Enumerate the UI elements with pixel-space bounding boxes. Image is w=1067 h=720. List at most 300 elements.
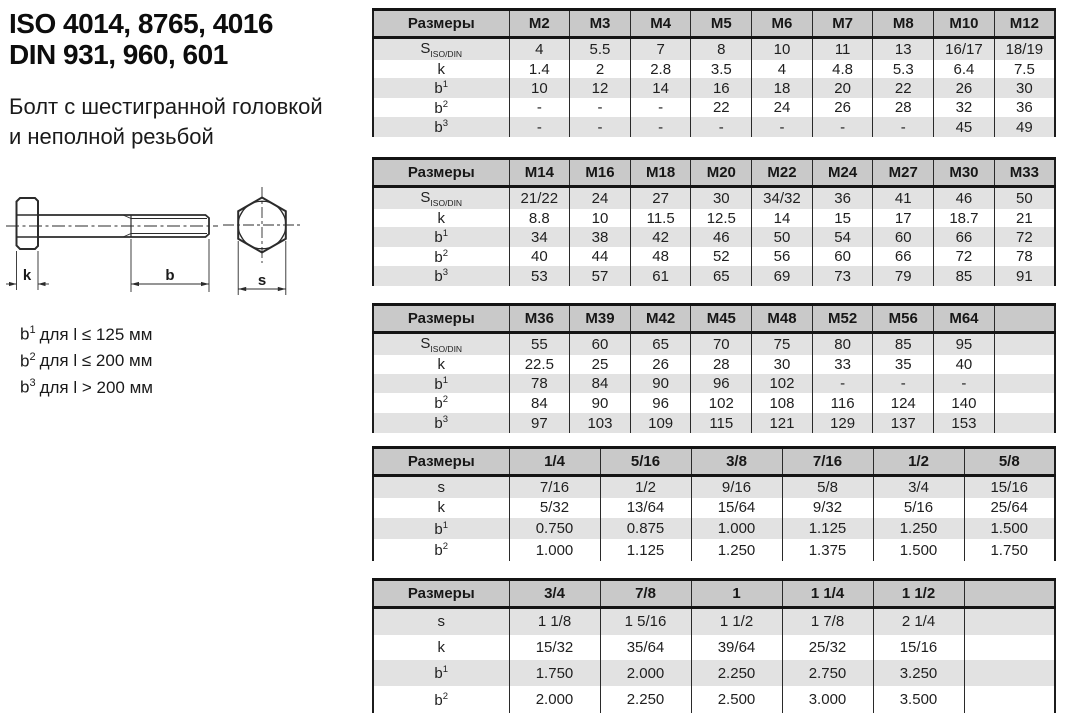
table-row (373, 60, 1055, 78)
value-cell: 80 (812, 333, 873, 356)
table-header-row (373, 159, 1055, 187)
value-cell: 137 (873, 413, 934, 433)
value-cell: 97 (509, 413, 570, 433)
size-column-header: 3/4 (509, 580, 600, 608)
value-cell: 8.8 (509, 209, 570, 227)
table-row (373, 635, 1055, 660)
value-cell: 5.5 (570, 38, 631, 60)
value-cell: 61 (630, 266, 691, 286)
size-column-header: M14 (509, 159, 570, 187)
value-cell: 2.500 (691, 686, 782, 713)
size-column-header: 7/16 (782, 448, 873, 476)
value-cell: 42 (630, 227, 691, 247)
size-column-header: M7 (812, 10, 873, 38)
value-cell: 30 (994, 78, 1055, 98)
size-column-header: 3/8 (691, 448, 782, 476)
value-cell: 55 (509, 333, 570, 356)
value-cell: 22 (873, 78, 934, 98)
value-cell: - (509, 117, 570, 137)
row-label: $b^1$ (373, 518, 509, 540)
table-row (373, 660, 1055, 687)
value-cell: 5.3 (873, 60, 934, 78)
value-cell: 34 (509, 227, 570, 247)
value-cell: 91 (994, 266, 1055, 286)
value-cell: 57 (570, 266, 631, 286)
size-column-header: M56 (873, 305, 934, 333)
size-column-header: M22 (752, 159, 813, 187)
value-cell: 129 (812, 413, 873, 433)
standards-title (9, 8, 273, 70)
row-label: $S_{ISO/DIN}$ (373, 333, 509, 356)
value-cell: 39/64 (691, 635, 782, 660)
value-cell: 60 (812, 247, 873, 267)
value-cell: 4.8 (812, 60, 873, 78)
value-cell: - (812, 374, 873, 394)
value-cell: 3.000 (782, 686, 873, 713)
value-cell: 1.125 (782, 518, 873, 540)
sizes-header-cell: Размеры (373, 580, 509, 608)
row-label: k (437, 499, 445, 517)
value-cell: 26 (812, 98, 873, 118)
value-cell: 65 (630, 333, 691, 356)
value-cell: 18 (752, 78, 813, 98)
table-header-row (373, 580, 1055, 608)
value-cell: 18/19 (994, 38, 1055, 60)
dimension-table-inch-3-4-to-1-1-2 (372, 578, 1056, 713)
row-label: k (437, 638, 445, 656)
value-cell: - (509, 98, 570, 118)
size-column-header: M27 (873, 159, 934, 187)
value-cell: 2.000 (509, 686, 600, 713)
value-cell: 96 (630, 393, 691, 413)
value-cell: 2.8 (630, 60, 691, 78)
value-cell: 15/64 (691, 498, 782, 518)
value-cell: 79 (873, 266, 934, 286)
value-cell: - (630, 117, 691, 137)
value-cell: 1.375 (782, 539, 873, 561)
note-b2: $b^2$ для l ≤ 200 мм (20, 350, 153, 371)
value-cell: 1.000 (691, 518, 782, 540)
value-cell: 1.4 (509, 60, 570, 78)
row-label: $b^2$ (434, 98, 449, 117)
value-cell: 35/64 (600, 635, 691, 660)
table-row (373, 608, 1055, 635)
value-cell: 15/16 (964, 476, 1055, 498)
row-label: $b^1$ (373, 78, 509, 98)
value-cell: 22 (691, 98, 752, 118)
size-column-header: M4 (630, 10, 691, 38)
value-cell: 4 (509, 38, 570, 60)
size-column-header: 5/16 (600, 448, 691, 476)
din-title-line: DIN 931, 960, 601 (9, 39, 228, 70)
value-cell (964, 660, 1055, 687)
row-label: $S_{ISO/DIN}$ (373, 38, 509, 60)
value-cell: 48 (630, 247, 691, 267)
size-column-header: M20 (691, 159, 752, 187)
size-column-header (994, 305, 1055, 333)
value-cell: 1.500 (964, 518, 1055, 540)
value-cell: 26 (934, 78, 995, 98)
value-cell: 153 (934, 413, 995, 433)
size-column-header: M42 (630, 305, 691, 333)
sizes-header-cell: Размеры (373, 448, 509, 476)
value-cell: 2 (570, 60, 631, 78)
value-cell: 1/2 (600, 476, 691, 498)
row-label: $b^1$ (373, 227, 509, 247)
value-cell: 1.750 (964, 539, 1055, 561)
bolt-hex-view (223, 187, 301, 263)
iso-title-line: ISO 4014, 8765, 4016 (9, 8, 273, 39)
value-cell: 1.125 (600, 539, 691, 561)
row-label: $b^1$ (373, 660, 509, 687)
value-cell: 1.250 (691, 539, 782, 561)
value-cell: 60 (570, 333, 631, 356)
size-column-header: 1 (691, 580, 782, 608)
size-column-header: 1 1/2 (873, 580, 964, 608)
value-cell: 109 (630, 413, 691, 433)
dimension-table-m36-m64 (372, 303, 1056, 433)
value-cell: 66 (873, 247, 934, 267)
value-cell: 5/8 (782, 476, 873, 498)
size-column-header: M64 (934, 305, 995, 333)
value-cell: 18.7 (934, 209, 995, 227)
value-cell: 9/32 (782, 498, 873, 518)
value-cell: 14 (752, 209, 813, 227)
value-cell: 40 (509, 247, 570, 267)
value-cell: 60 (873, 227, 934, 247)
size-column-header: 1/2 (873, 448, 964, 476)
value-cell: 32 (934, 98, 995, 118)
value-cell: 3.250 (873, 660, 964, 687)
size-column-header: M12 (994, 10, 1055, 38)
thread-length-notes (20, 319, 153, 399)
size-column-header: M5 (691, 10, 752, 38)
size-column-header: M10 (934, 10, 995, 38)
value-cell: 102 (691, 393, 752, 413)
value-cell: 8 (691, 38, 752, 60)
value-cell: 12 (570, 78, 631, 98)
value-cell: 72 (994, 227, 1055, 247)
value-cell: 28 (691, 355, 752, 374)
value-cell: 65 (691, 266, 752, 286)
value-cell: 41 (873, 187, 934, 209)
value-cell: 30 (752, 355, 813, 374)
subtitle-line-1: Болт с шестигранной головкой (9, 94, 323, 119)
value-cell: - (812, 117, 873, 137)
value-cell: 0.750 (509, 518, 600, 540)
value-cell: 50 (994, 187, 1055, 209)
value-cell: 1.750 (509, 660, 600, 687)
value-cell: - (570, 117, 631, 137)
dim-label-s: s (257, 272, 267, 289)
value-cell: 1 1/8 (509, 608, 600, 635)
table-row (373, 117, 1055, 137)
row-label: $S_{ISO/DIN}$ (373, 187, 509, 209)
table-row (373, 209, 1055, 227)
value-cell: 10 (570, 209, 631, 227)
row-label: s (373, 608, 509, 635)
value-cell: 34/32 (752, 187, 813, 209)
value-cell: 49 (994, 117, 1055, 137)
table-row (373, 98, 1055, 118)
value-cell: 26 (630, 355, 691, 374)
value-cell: 22.5 (509, 355, 570, 374)
value-cell (994, 374, 1055, 394)
size-column-header: M6 (752, 10, 813, 38)
value-cell: 14 (630, 78, 691, 98)
table-header-row (373, 305, 1055, 333)
table-row (373, 355, 1055, 374)
note-b3: $b^3$ для l > 200 мм (20, 377, 153, 397)
value-cell: 11 (812, 38, 873, 60)
sizes-header-cell: Размеры (373, 10, 509, 38)
table-header-row (373, 448, 1055, 476)
size-column-header: 5/8 (964, 448, 1055, 476)
size-column-header: M16 (570, 159, 631, 187)
value-cell: 40 (934, 355, 995, 374)
value-cell: 36 (812, 187, 873, 209)
value-cell: 10 (509, 78, 570, 98)
value-cell: 35 (873, 355, 934, 374)
bolt-side-view (6, 198, 218, 249)
value-cell: 72 (934, 247, 995, 267)
value-cell: 21 (994, 209, 1055, 227)
row-label: k (437, 355, 445, 373)
table-row (373, 393, 1055, 413)
value-cell: 13/64 (600, 498, 691, 518)
value-cell: 46 (691, 227, 752, 247)
value-cell: 10 (752, 38, 813, 60)
value-cell: - (873, 374, 934, 394)
dim-label-k: k (22, 267, 32, 284)
value-cell: 2.000 (600, 660, 691, 687)
value-cell: 1.500 (873, 539, 964, 561)
bolt-technical-drawing (5, 185, 323, 313)
value-cell: 20 (812, 78, 873, 98)
value-cell: 90 (630, 374, 691, 394)
table-row (373, 518, 1055, 540)
value-cell: 21/22 (509, 187, 570, 209)
value-cell: 102 (752, 374, 813, 394)
row-label: $b^2$ (434, 394, 449, 413)
value-cell: 78 (994, 247, 1055, 267)
value-cell: - (934, 374, 995, 394)
value-cell: 4 (752, 60, 813, 78)
product-subtitle (9, 92, 323, 152)
table-row (373, 374, 1055, 394)
sizes-header-cell: Размеры (373, 159, 509, 187)
value-cell: 54 (812, 227, 873, 247)
row-label: $b^3$ (373, 117, 509, 137)
size-column-header: 1/4 (509, 448, 600, 476)
row-label: k (437, 60, 445, 78)
value-cell: 84 (509, 393, 570, 413)
size-column-header: M45 (691, 305, 752, 333)
size-column-header: M3 (570, 10, 631, 38)
value-cell: 2.250 (691, 660, 782, 687)
value-cell: 85 (934, 266, 995, 286)
table-row (373, 227, 1055, 247)
size-column-header: M2 (509, 10, 570, 38)
table-row (373, 413, 1055, 433)
value-cell: 24 (752, 98, 813, 118)
value-cell: 12.5 (691, 209, 752, 227)
dimension-table-m14-m33 (372, 157, 1056, 286)
value-cell: 1.250 (873, 518, 964, 540)
dim-label-b: b (165, 267, 175, 284)
value-cell (964, 608, 1055, 635)
value-cell: 45 (934, 117, 995, 137)
value-cell: 56 (752, 247, 813, 267)
value-cell: 96 (691, 374, 752, 394)
row-label: $b^3$ (373, 266, 509, 286)
value-cell: 103 (570, 413, 631, 433)
value-cell: 25 (570, 355, 631, 374)
value-cell: - (691, 117, 752, 137)
value-cell: 16 (691, 78, 752, 98)
value-cell: 73 (812, 266, 873, 286)
value-cell: 25/64 (964, 498, 1055, 518)
value-cell: - (570, 98, 631, 118)
value-cell: 46 (934, 187, 995, 209)
value-cell: 53 (509, 266, 570, 286)
table-row (373, 187, 1055, 209)
table-row (373, 333, 1055, 356)
value-cell: - (630, 98, 691, 118)
size-column-header: M24 (812, 159, 873, 187)
value-cell: 90 (570, 393, 631, 413)
value-cell: 69 (752, 266, 813, 286)
value-cell: 121 (752, 413, 813, 433)
value-cell: 33 (812, 355, 873, 374)
value-cell: 7/16 (509, 476, 600, 498)
size-column-header: M36 (509, 305, 570, 333)
value-cell: 24 (570, 187, 631, 209)
value-cell: 7.5 (994, 60, 1055, 78)
size-column-header: M8 (873, 10, 934, 38)
dimension-table-inch-quarter-to-5-8 (372, 446, 1056, 561)
value-cell: - (873, 117, 934, 137)
value-cell: 36 (994, 98, 1055, 118)
value-cell: 116 (812, 393, 873, 413)
value-cell: 108 (752, 393, 813, 413)
value-cell (994, 333, 1055, 356)
size-column-header: M39 (570, 305, 631, 333)
value-cell: - (752, 117, 813, 137)
row-label: $b^2$ (434, 247, 449, 266)
table-row (373, 247, 1055, 267)
value-cell: 50 (752, 227, 813, 247)
value-cell: 1 5/16 (600, 608, 691, 635)
value-cell: 15/32 (509, 635, 600, 660)
row-label: $b^3$ (373, 413, 509, 433)
value-cell: 52 (691, 247, 752, 267)
value-cell: 84 (570, 374, 631, 394)
value-cell: 7 (630, 38, 691, 60)
size-column-header (964, 580, 1055, 608)
value-cell: 6.4 (934, 60, 995, 78)
dimension-b (131, 239, 209, 292)
value-cell: 17 (873, 209, 934, 227)
value-cell: 16/17 (934, 38, 995, 60)
value-cell: 28 (873, 98, 934, 118)
value-cell: 27 (630, 187, 691, 209)
value-cell: 66 (934, 227, 995, 247)
value-cell: 140 (934, 393, 995, 413)
size-column-header: 1 1/4 (782, 580, 873, 608)
value-cell: 9/16 (691, 476, 782, 498)
table-row (373, 498, 1055, 518)
table-row (373, 476, 1055, 498)
value-cell: 1.000 (509, 539, 600, 561)
table-row (373, 78, 1055, 98)
row-label: $b^1$ (373, 374, 509, 394)
value-cell: 3.500 (873, 686, 964, 713)
note-b1: $b^1$ для l ≤ 125 мм (20, 324, 153, 344)
value-cell: 44 (570, 247, 631, 267)
dimension-table-m2-m12 (372, 8, 1056, 137)
value-cell (994, 393, 1055, 413)
value-cell: 1 1/2 (691, 608, 782, 635)
subtitle-line-2: и неполной резьбой (9, 124, 214, 149)
value-cell: 11.5 (630, 209, 691, 227)
size-column-header: M30 (934, 159, 995, 187)
value-cell: 85 (873, 333, 934, 356)
value-cell (964, 635, 1055, 660)
value-cell: 30 (691, 187, 752, 209)
value-cell: 2.250 (600, 686, 691, 713)
value-cell: 25/32 (782, 635, 873, 660)
sizes-header-cell: Размеры (373, 305, 509, 333)
value-cell: 0.875 (600, 518, 691, 540)
table-row (373, 38, 1055, 60)
size-column-header: M48 (752, 305, 813, 333)
value-cell: 15 (812, 209, 873, 227)
value-cell: 13 (873, 38, 934, 60)
value-cell: 70 (691, 333, 752, 356)
value-cell: 95 (934, 333, 995, 356)
size-column-header: M33 (994, 159, 1055, 187)
value-cell (994, 355, 1055, 374)
table-header-row (373, 10, 1055, 38)
table-row (373, 266, 1055, 286)
value-cell: 3.5 (691, 60, 752, 78)
size-column-header: 7/8 (600, 580, 691, 608)
value-cell: 75 (752, 333, 813, 356)
value-cell: 1 7/8 (782, 608, 873, 635)
table-row (373, 539, 1055, 561)
value-cell: 5/16 (873, 498, 964, 518)
row-label: k (437, 209, 445, 227)
value-cell: 15/16 (873, 635, 964, 660)
row-label: s (373, 476, 509, 498)
size-column-header: M52 (812, 305, 873, 333)
row-label: $b^2$ (434, 541, 449, 560)
value-cell: 78 (509, 374, 570, 394)
value-cell: 2 1/4 (873, 608, 964, 635)
row-label: $b^2$ (434, 690, 449, 709)
value-cell: 38 (570, 227, 631, 247)
size-column-header: M18 (630, 159, 691, 187)
table-row (373, 686, 1055, 713)
value-cell: 124 (873, 393, 934, 413)
value-cell: 2.750 (782, 660, 873, 687)
value-cell: 3/4 (873, 476, 964, 498)
value-cell: 5/32 (509, 498, 600, 518)
value-cell (964, 686, 1055, 713)
value-cell: 115 (691, 413, 752, 433)
value-cell (994, 413, 1055, 433)
